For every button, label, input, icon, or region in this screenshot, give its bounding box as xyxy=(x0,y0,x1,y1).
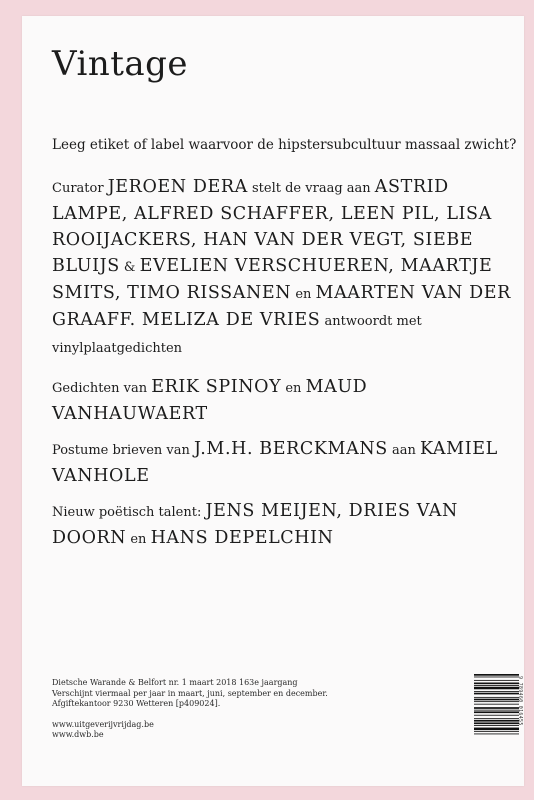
text-vinyl: antwoordt met vinylplaatgedichten xyxy=(52,314,422,356)
magazine-url: www.dwb.be xyxy=(52,730,104,739)
text-and: en xyxy=(281,381,306,396)
name-berckmans: J.M.H. BERCKMANS xyxy=(194,439,388,459)
colophon xyxy=(52,678,352,741)
name-spinoy: ERIK SPINOY xyxy=(151,377,282,397)
colophon-line-3: Afgiftekantoor 9230 Wetteren [p409024]. xyxy=(52,699,221,708)
names-poets-3: MAARTEN VAN DER GRAAFF. MELIZA DE VRIES xyxy=(52,283,511,330)
name-curator: JEROEN DERA xyxy=(107,177,248,197)
new-talent-block xyxy=(52,498,512,552)
intro-question: Leeg etiket of label waarvoor de hipstersubcultuur massaal zwicht? xyxy=(52,137,517,153)
text-ampersand: & xyxy=(119,260,140,275)
text-letters: Postume brieven van xyxy=(52,443,194,458)
contributors-block xyxy=(52,174,512,361)
back-cover xyxy=(22,16,524,786)
text-poems: Gedichten van xyxy=(52,381,152,396)
names-poets-1: ASTRID LAMPE, ALFRED SCHAFFER, LEEN PIL, LISA ROOIJACKERS, HAN VAN DER VEGT, SIEBE BLUIJS xyxy=(52,177,492,276)
name-depelchin: HANS DEPELCHIN xyxy=(150,528,334,548)
names-new-talent: JENS MEIJEN, DRIES VAN DOORN xyxy=(52,501,458,548)
text-and: en xyxy=(291,287,316,302)
text-new-talent: Nieuw poëtisch talent: xyxy=(52,505,206,520)
text-question: stelt de vraag aan xyxy=(247,181,375,196)
colophon-line-1: Dietsche Warande & Belfort nr. 1 maart 2018 163e jaargang xyxy=(52,678,298,687)
letters-block xyxy=(52,436,512,489)
barcode xyxy=(474,674,523,760)
text-to: aan xyxy=(387,443,420,458)
barcode-icon xyxy=(474,674,519,760)
colophon-line-2: Verschijnt viermaal per jaar in maart, juni, september en december. xyxy=(52,688,328,698)
name-vanhole: KAMIEL VANHOLE xyxy=(52,439,498,486)
name-vanhauwaert: MAUD VANHAUWAERT xyxy=(52,377,368,424)
text-curator: Curator xyxy=(52,181,108,196)
poems-block xyxy=(52,374,512,427)
names-poets-2: EVELIEN VERSCHUEREN, MAARTJE SMITS, TIMO RISSANEN xyxy=(52,256,493,303)
barcode-number: 9 789460 016455 xyxy=(517,676,523,726)
page-title: Vintage xyxy=(52,44,189,84)
text-and: en xyxy=(126,532,151,547)
publisher-url: www.uitgeverijvrijdag.be xyxy=(52,719,154,729)
